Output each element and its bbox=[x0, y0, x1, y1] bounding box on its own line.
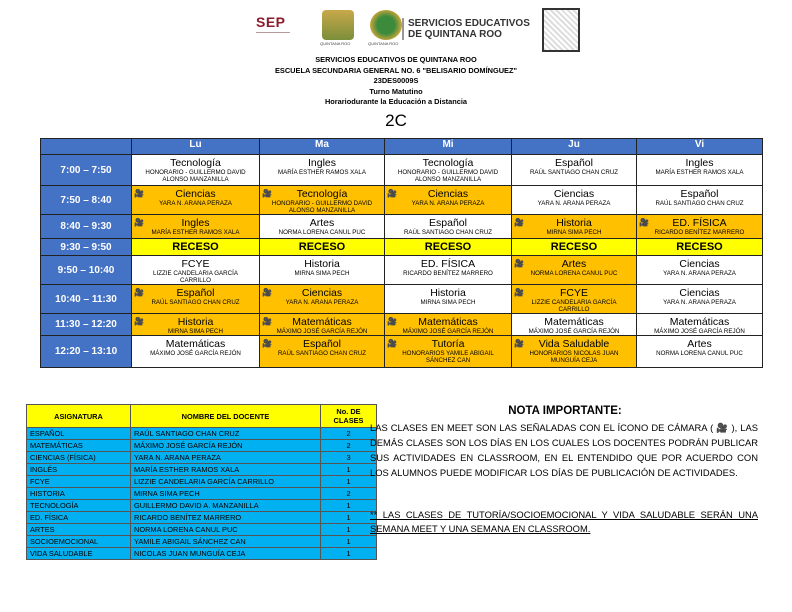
time-slot: 12:20 – 13:10 bbox=[41, 336, 132, 368]
teacher-name: YARA N. ARANA PERAZA bbox=[411, 200, 485, 207]
camera-icon: 🎥 bbox=[134, 218, 144, 227]
schedule-row bbox=[41, 314, 763, 336]
camera-icon: 🎥 bbox=[639, 218, 649, 227]
teacher-name: MIRNA SIMA PECH bbox=[546, 229, 602, 236]
day-header: Vi bbox=[637, 139, 763, 155]
legend-count: 2 bbox=[321, 488, 377, 500]
class-cell bbox=[385, 215, 512, 239]
time-slot: 8:40 – 9:30 bbox=[41, 215, 132, 239]
class-cell-meet bbox=[132, 186, 260, 215]
subject-name: Historia bbox=[430, 287, 466, 299]
group-title: 2C bbox=[385, 111, 407, 130]
header-line3: 23DES0009S bbox=[373, 76, 419, 85]
subject-name: Ciencias bbox=[301, 287, 343, 299]
recess-cell: RECESO bbox=[637, 239, 763, 256]
class-cell-meet bbox=[512, 256, 637, 285]
class-cell-meet bbox=[512, 285, 637, 314]
teacher-name: MARÍA ESTHER RAMOS XALA bbox=[655, 169, 744, 176]
subject-name: Matemáticas bbox=[544, 316, 604, 328]
subject-name: Tutoría bbox=[431, 338, 465, 350]
subject-name: Historia bbox=[177, 316, 214, 328]
camera-icon: 🎥 bbox=[387, 339, 397, 348]
legend-header-teacher: NOMBRE DEL DOCENTE bbox=[131, 405, 321, 428]
schedule-row bbox=[41, 336, 763, 368]
teacher-name: RAÚL SANTIAGO CHAN CRUZ bbox=[277, 350, 367, 357]
legend-teacher: MIRNA SIMA PECH bbox=[131, 488, 321, 500]
seq-logo bbox=[370, 10, 402, 40]
subject-name: Ciencias bbox=[679, 287, 720, 299]
schedule-header-row bbox=[41, 139, 763, 155]
legend-row bbox=[27, 488, 377, 500]
time-slot: 7:00 – 7:50 bbox=[41, 155, 132, 186]
camera-icon: 🎥 bbox=[134, 317, 144, 326]
teacher-name: NORMA LORENA CANUL PUC bbox=[278, 229, 366, 236]
legend-row bbox=[27, 536, 377, 548]
subject-name: Tecnología bbox=[296, 188, 348, 200]
class-cell bbox=[132, 256, 260, 285]
seq-name-line1: SERVICIOS EDUCATIVOS bbox=[408, 18, 530, 29]
legend-subject: MATEMÁTICAS bbox=[27, 440, 131, 452]
schedule-body bbox=[41, 155, 763, 368]
camera-icon: 🎥 bbox=[134, 189, 144, 198]
legend-body bbox=[27, 428, 377, 560]
class-cell-meet bbox=[512, 336, 637, 368]
legend-row bbox=[27, 464, 377, 476]
legend-subject: VIDA SALUDABLE bbox=[27, 548, 131, 560]
seq-logo-caption: QUINTANA ROO bbox=[368, 41, 399, 46]
legend-row bbox=[27, 524, 377, 536]
legend-teacher: YAMILE ABIGAIL SÁNCHEZ CAN bbox=[131, 536, 321, 548]
subject-name: Matemáticas bbox=[165, 338, 226, 350]
teacher-name: RICARDO BENÍTEZ MARRERO bbox=[403, 270, 493, 277]
teacher-name: YARA N. ARANA PERAZA bbox=[285, 299, 359, 306]
class-cell-meet bbox=[385, 314, 512, 336]
class-cell-meet bbox=[132, 285, 260, 314]
legend-header-count: No. DE CLASES bbox=[321, 405, 377, 428]
teacher-name: RAÚL SANTIAGO CHAN CRUZ bbox=[403, 229, 493, 236]
class-cell-meet bbox=[260, 314, 385, 336]
teacher-name: HONORARIOS YAMILE ABIGAIL SÁNCHEZ CAN bbox=[402, 350, 494, 364]
subject-name: Artes bbox=[687, 338, 712, 350]
schedule-table bbox=[40, 138, 763, 368]
class-cell-meet bbox=[385, 186, 512, 215]
teacher-name: LIZZIE CANDELARIA GARCÍA CARRILLO bbox=[153, 270, 238, 284]
legend-count: 1 bbox=[321, 500, 377, 512]
legend-subject: ED. FÍSICA bbox=[27, 512, 131, 524]
legend-row bbox=[27, 428, 377, 440]
subject-name: Matemáticas bbox=[292, 316, 352, 328]
subject-name: Matemáticas bbox=[669, 316, 730, 328]
legend-row bbox=[27, 476, 377, 488]
teacher-name: RICARDO BENÍTEZ MARRERO bbox=[654, 229, 745, 236]
legend-teacher: NICOLAS JUAN MUNGUÍA CEJA bbox=[131, 548, 321, 560]
teacher-name: RAÚL SANTIAGO CHAN CRUZ bbox=[151, 299, 240, 306]
class-cell-meet bbox=[385, 336, 512, 368]
sep-logo: SEP bbox=[256, 14, 286, 30]
teacher-name: RAÚL SANTIAGO CHAN CRUZ bbox=[655, 200, 744, 207]
sep-logo-underline bbox=[256, 32, 290, 47]
legend-count: 2 bbox=[321, 440, 377, 452]
class-cell bbox=[132, 155, 260, 186]
header-line4: Turno Matutino bbox=[369, 86, 423, 96]
teacher-legend-table bbox=[26, 404, 377, 560]
subject-name: Español bbox=[555, 157, 593, 169]
class-cell bbox=[637, 256, 763, 285]
header-line2: ESCUELA SECUNDARIA GENERAL NO. 6 "BELISARIO DOMÍNGUEZ" bbox=[274, 65, 518, 75]
header-logos bbox=[252, 8, 582, 52]
schedule-row bbox=[41, 239, 763, 256]
subject-name: Vida Saludable bbox=[538, 338, 610, 350]
subject-name: Ciencias bbox=[679, 258, 720, 270]
schedule-row bbox=[41, 186, 763, 215]
legend-teacher: MARÍA ESTHER RAMOS XALA bbox=[131, 464, 321, 476]
camera-icon: 🎥 bbox=[514, 288, 524, 297]
teacher-name: RAÚL SANTIAGO CHAN CRUZ bbox=[529, 169, 619, 176]
legend-subject: ARTES bbox=[27, 524, 131, 536]
legend-count: 2 bbox=[321, 428, 377, 440]
seq-name-line2: DE QUINTANA ROO bbox=[408, 29, 502, 40]
day-header: Mi bbox=[385, 139, 512, 155]
camera-icon: 🎥 bbox=[387, 317, 397, 326]
legend-teacher: MÁXIMO JOSÉ GARCÍA REJÓN bbox=[131, 440, 321, 452]
teacher-name: LIZZIE CANDELARIA GARCÍA CARRILLO bbox=[531, 299, 617, 313]
legend-header-subject: ASIGNATURA bbox=[27, 405, 131, 428]
teacher-name: MÁXIMO JOSÉ GARCÍA REJÓN bbox=[654, 328, 745, 335]
header-line5: Horariodurante la Educación a Distancia bbox=[324, 97, 468, 106]
subject-name: Español bbox=[429, 217, 467, 229]
teacher-name: MARÍA ESTHER RAMOS XALA bbox=[277, 169, 367, 176]
class-cell bbox=[637, 155, 763, 186]
class-cell bbox=[637, 314, 763, 336]
class-cell-meet bbox=[260, 186, 385, 215]
legend-subject: TECNOLOGÍA bbox=[27, 500, 131, 512]
time-slot: 7:50 – 8:40 bbox=[41, 186, 132, 215]
camera-icon: 🎥 bbox=[134, 288, 144, 297]
subject-name: FCYE bbox=[181, 258, 210, 270]
class-cell bbox=[512, 314, 637, 336]
legend-count: 1 bbox=[321, 512, 377, 524]
subject-name: Español bbox=[303, 338, 341, 350]
teacher-name: HONORARIO - GUILLERMO DAVID ALONSO MANZANILLA bbox=[397, 169, 499, 183]
teacher-name: HONORARIO - GUILLERMO DAVID ALONSO MANZANILLA bbox=[145, 169, 246, 183]
teacher-name: MIRNA SIMA PECH bbox=[294, 270, 350, 277]
day-header: Ma bbox=[260, 139, 385, 155]
class-cell bbox=[132, 336, 260, 368]
teacher-name: YARA N. ARANA PERAZA bbox=[663, 299, 736, 306]
legend-subject: INGLÉS bbox=[27, 464, 131, 476]
note-body: LAS CLASES EN MEET SON LAS SEÑALADAS CON EL ÍCONO DE CÁMARA ( 🎥 ), LAS DEMÁS CLASES SON LOS DÍAS EN LOS CUALES LOS DOCENTES PODRÁN PUBLICAR SUS ACTIVIDADES EN CLASSROOM, EN EL ENTENDIDO QUE POR ACUERDO CON LOS ALUMNOS PUEDE MODIFICAR LOS DÍAS DE PUBLICACIÓN DE ACTIVIDADES. bbox=[370, 422, 758, 478]
camera-icon: 🎥 bbox=[514, 218, 524, 227]
camera-icon: 🎥 bbox=[514, 339, 524, 348]
class-cell-meet bbox=[132, 314, 260, 336]
class-cell bbox=[260, 256, 385, 285]
legend-subject: HISTORIA bbox=[27, 488, 131, 500]
subject-name: Artes bbox=[561, 258, 587, 270]
legend-teacher: YARA N. ARANA PERAZA bbox=[131, 452, 321, 464]
class-cell bbox=[385, 155, 512, 186]
class-cell-meet bbox=[512, 215, 637, 239]
teacher-name: YARA N. ARANA PERAZA bbox=[159, 200, 232, 207]
camera-icon: 🎥 bbox=[387, 189, 397, 198]
schedule-corner bbox=[41, 139, 132, 155]
legend-count: 1 bbox=[321, 464, 377, 476]
camera-icon: 🎥 bbox=[262, 317, 272, 326]
class-cell bbox=[385, 256, 512, 285]
legend-row bbox=[27, 548, 377, 560]
schedule-row bbox=[41, 155, 763, 186]
legend-teacher: GUILLERMO DAVID A. MANZANILLA bbox=[131, 500, 321, 512]
teacher-name: NORMA LORENA CANUL PUC bbox=[656, 350, 743, 357]
teacher-name: MIRNA SIMA PECH bbox=[167, 328, 223, 335]
class-cell bbox=[637, 336, 763, 368]
day-header: Ju bbox=[512, 139, 637, 155]
teacher-name: MARÍA ESTHER RAMOS XALA bbox=[151, 229, 240, 236]
seq-name bbox=[402, 18, 530, 40]
recess-cell: RECESO bbox=[132, 239, 260, 256]
teacher-name: MIRNA SIMA PECH bbox=[420, 299, 476, 306]
class-cell bbox=[512, 155, 637, 186]
subject-name: ED. FÍSICA bbox=[672, 217, 727, 229]
recess-cell: RECESO bbox=[512, 239, 637, 256]
subject-name: Historia bbox=[556, 217, 592, 229]
subject-name: ED. FÍSICA bbox=[420, 258, 476, 270]
class-cell bbox=[260, 215, 385, 239]
subject-name: Ciencias bbox=[553, 188, 595, 200]
subject-name: Matemáticas bbox=[418, 316, 478, 328]
legend-subject: FCYE bbox=[27, 476, 131, 488]
school-header bbox=[0, 55, 792, 108]
time-slot: 9:30 – 9:50 bbox=[41, 239, 132, 256]
subject-name: FCYE bbox=[559, 287, 588, 299]
teacher-name: HONORARIO - GUILLERMO DAVID ALONSO MANZANILLA bbox=[271, 200, 373, 214]
class-cell bbox=[512, 186, 637, 215]
camera-icon: 🎥 bbox=[262, 339, 272, 348]
teacher-name: NORMA LORENA CANUL PUC bbox=[530, 270, 618, 277]
class-cell-meet bbox=[260, 285, 385, 314]
legend-subject: CIENCIAS (FÍSICA) bbox=[27, 452, 131, 464]
subject-name: Tecnología bbox=[422, 157, 474, 169]
recess-cell: RECESO bbox=[260, 239, 385, 256]
class-cell bbox=[637, 285, 763, 314]
legend-row bbox=[27, 500, 377, 512]
legend-teacher: RICARDO BENÍTEZ MARRERO bbox=[131, 512, 321, 524]
class-cell bbox=[260, 155, 385, 186]
schedule-row bbox=[41, 215, 763, 239]
teacher-name: MÁXIMO JOSÉ GARCÍA REJÓN bbox=[528, 328, 620, 335]
recess-cell: RECESO bbox=[385, 239, 512, 256]
day-header: Lu bbox=[132, 139, 260, 155]
subject-name: Ingles bbox=[307, 157, 337, 169]
legend-subject: SOCIOEMOCIONAL bbox=[27, 536, 131, 548]
legend-teacher: LIZZIE CANDELARIA GARCÍA CARRILLO bbox=[131, 476, 321, 488]
teacher-name: YARA N. ARANA PERAZA bbox=[663, 270, 736, 277]
subject-name: Ciencias bbox=[175, 188, 216, 200]
legend-row bbox=[27, 452, 377, 464]
note-title: NOTA IMPORTANTE: bbox=[508, 405, 622, 417]
class-cell bbox=[385, 285, 512, 314]
teacher-name: MÁXIMO JOSÉ GARCÍA REJÓN bbox=[276, 328, 368, 335]
legend-count: 3 bbox=[321, 452, 377, 464]
class-cell-meet bbox=[637, 215, 763, 239]
subject-name: Historia bbox=[304, 258, 340, 270]
subject-name: Ingles bbox=[685, 157, 714, 169]
subject-name: Ingles bbox=[181, 217, 210, 229]
schedule-row bbox=[41, 285, 763, 314]
subject-name: Español bbox=[680, 188, 719, 200]
subject-name: Ciencias bbox=[427, 188, 469, 200]
camera-icon: 🎥 bbox=[514, 259, 524, 268]
class-cell bbox=[637, 186, 763, 215]
legend-header-row bbox=[27, 405, 377, 428]
subject-name: Artes bbox=[309, 217, 335, 229]
class-cell-meet bbox=[132, 215, 260, 239]
quintana-roo-logo-caption: QUINTANA ROO bbox=[320, 41, 351, 46]
camera-icon: 🎥 bbox=[262, 288, 272, 297]
legend-count: 1 bbox=[321, 476, 377, 488]
camera-icon: 🎥 bbox=[262, 189, 272, 198]
class-cell-meet bbox=[260, 336, 385, 368]
teacher-name: HONORARIOS NICOLAS JUAN MUNGUÍA CEJA bbox=[529, 350, 619, 364]
legend-row bbox=[27, 512, 377, 524]
legend-count: 1 bbox=[321, 548, 377, 560]
legend-subject: ESPAÑOL bbox=[27, 428, 131, 440]
legend-count: 1 bbox=[321, 524, 377, 536]
school-logo bbox=[542, 8, 580, 52]
legend-teacher: RAÚL SANTIAGO CHAN CRUZ bbox=[131, 428, 321, 440]
legend-teacher: NORMA LORENA CANUL PUC bbox=[131, 524, 321, 536]
teacher-name: MÁXIMO JOSÉ GARCÍA REJÓN bbox=[150, 350, 241, 357]
header-line1: SERVICIOS EDUCATIVOS DE QUINTANA ROO bbox=[315, 55, 477, 64]
note-footnote: ** LAS CLASES DE TUTORÍA/SOCIOEMOCIONAL Y VIDA SALUDABLE SERÁN UNA SEMANA MEET Y UNA SEMANA EN CLASSROOM. bbox=[370, 509, 758, 534]
subject-name: Español bbox=[176, 287, 215, 299]
quintana-roo-logo bbox=[322, 10, 354, 40]
time-slot: 11:30 – 12:20 bbox=[41, 314, 132, 336]
legend-count: 1 bbox=[321, 536, 377, 548]
schedule-row bbox=[41, 256, 763, 285]
time-slot: 10:40 – 11:30 bbox=[41, 285, 132, 314]
legend-row bbox=[27, 440, 377, 452]
time-slot: 9:50 – 10:40 bbox=[41, 256, 132, 285]
teacher-name: MÁXIMO JOSÉ GARCÍA REJÓN bbox=[402, 328, 494, 335]
teacher-name: YARA N. ARANA PERAZA bbox=[537, 200, 611, 207]
subject-name: Tecnología bbox=[170, 157, 221, 169]
